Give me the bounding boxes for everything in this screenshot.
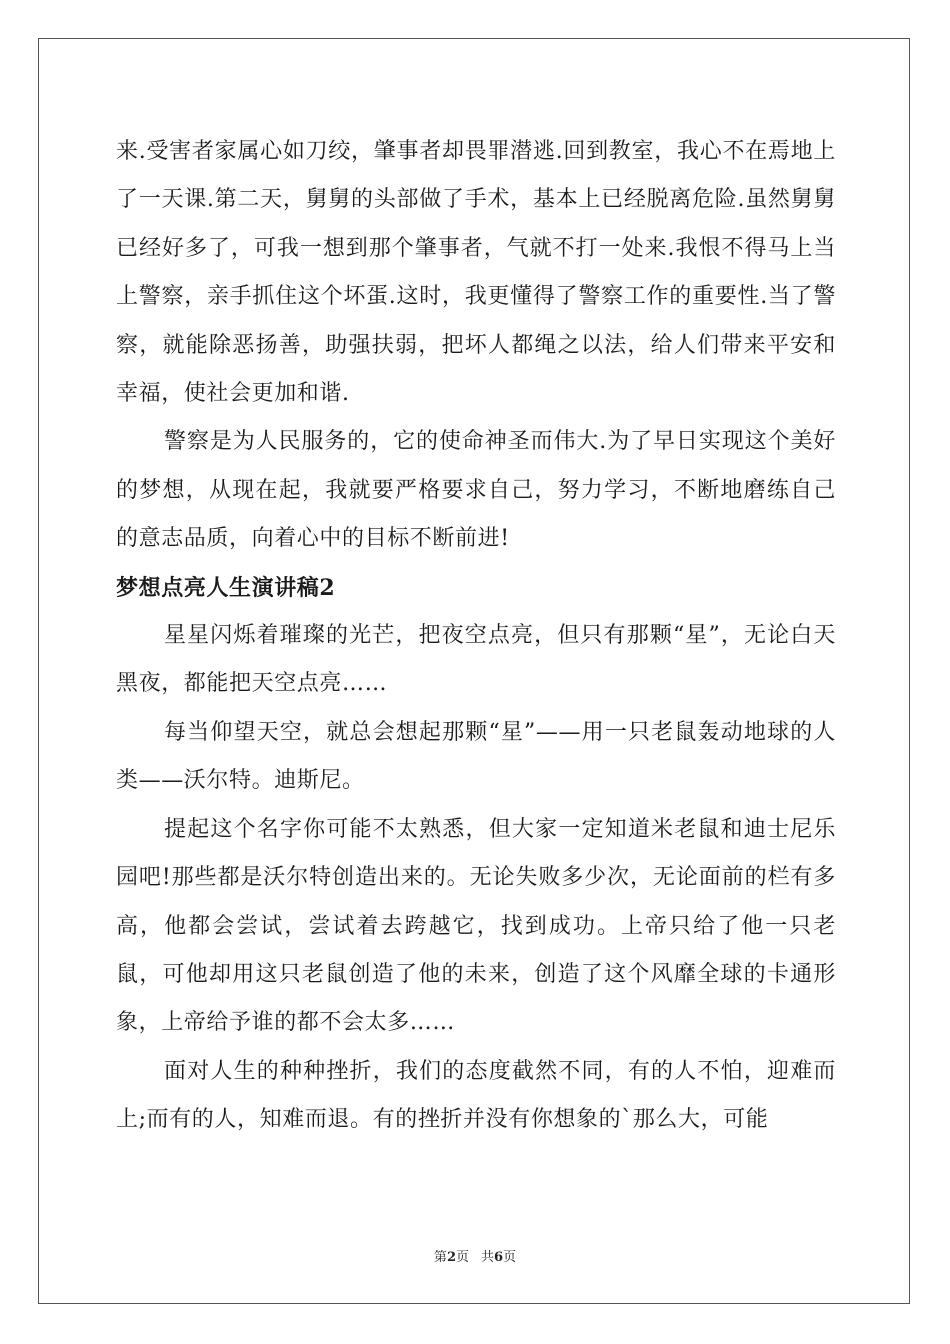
total-prefix: 共 bbox=[481, 1250, 495, 1265]
document-body bbox=[116, 128, 836, 1145]
paragraph: 面对人生的种种挫折，我们的态度截然不同，有的人不怕，迎难而上;而有的人，知难而退。有的挫折并没有你想象的`那么大，可能 bbox=[116, 1058, 836, 1133]
paragraph: 星星闪烁着璀璨的光芒，把夜空点亮，但只有那颗“星”，无论白天黑夜，都能把天空点亮…… bbox=[116, 623, 836, 697]
paragraph: 警察是为人民服务的，它的使命神圣而伟大.为了早日实现这个美好的梦想，从现在起，我就要严格要求自己，努力学习，不断地磨练自己的意志品质，向着心中的目标不断前进! bbox=[116, 429, 836, 552]
page-suffix: 页 bbox=[455, 1250, 469, 1265]
total-suffix: 页 bbox=[503, 1250, 517, 1265]
total-pages: 6 bbox=[494, 1250, 504, 1265]
page-footer bbox=[0, 1246, 950, 1265]
paragraph: 每当仰望天空，就总会想起那颗“星”——用一只老鼠轰动地球的人类——沃尔特。迪斯尼。 bbox=[116, 719, 836, 794]
section-heading: 梦想点亮人生演讲稿2 bbox=[116, 574, 336, 601]
paragraph: 提起这个名字你可能不太熟悉，但大家一定知道米老鼠和迪士尼乐园吧!那些都是沃尔特创造出来的。无论失败多少次，无论面前的栏有多高，他都会尝试，尝试着去跨越它，找到成功。上帝只给了他一只老鼠，可他却用这只老鼠创造了他的未来，创造了这个风靡全球的卡通形象，上帝给予谁的都不会太多…… bbox=[116, 816, 836, 1036]
page-prefix: 第 bbox=[433, 1250, 447, 1265]
page-number: 2 bbox=[446, 1250, 456, 1265]
paragraph: 来.受害者家属心如刀绞，肇事者却畏罪潜逃.回到教室，我心不在焉地上了一天课.第二天，舅舅的头部做了手术，基本上已经脱离危险.虽然舅舅已经好多了，可我一想到那个肇事者，气就不打一处来.我恨不得马上当上警察，亲手抓住这个坏蛋.这时，我更懂得了警察工作的重要性.当了警察，就能除恶扬善，助强扶弱，把坏人都绳之以法，给人们带来平安和幸福，使社会更加和谐. bbox=[116, 139, 836, 407]
